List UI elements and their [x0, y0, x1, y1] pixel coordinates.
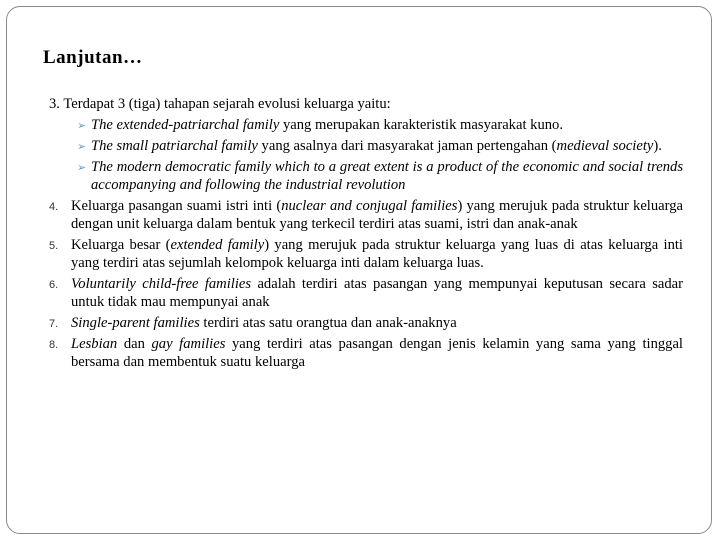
list-item-6-italic: Voluntarily child-free families	[71, 276, 252, 292]
list-number: 4.	[49, 201, 59, 213]
list-item-7-italic: Single-parent families	[71, 315, 200, 331]
sub-item-2-text-2: ).	[653, 138, 662, 154]
sub-item-2-italic-2: medieval society	[556, 138, 654, 154]
list-item-4-italic: nuclear and conjugal families	[281, 198, 458, 214]
list-item-5-italic: extended family	[170, 237, 265, 253]
arrow-bullet-icon: ➢	[77, 120, 87, 132]
list-item-6-post: adalah terdiri atas pasangan yang mempunyai keputusan secara sadar untuk tidak mau mempunyai anak	[71, 276, 683, 310]
list-item-7-post: terdiri atas satu orangtua dan anak-anaknya	[199, 315, 457, 331]
sub-item-3-italic: The modern democratic family which to a great extent is a product of the economic and social trends accompanying and following the industrial revolution	[91, 159, 683, 193]
list-item-5-pre: Keluarga besar (	[71, 237, 171, 253]
list-number: 6.	[49, 279, 59, 291]
slide-frame	[6, 6, 712, 534]
list-item-8-italic-2: gay families	[151, 336, 226, 352]
intro-item	[49, 95, 683, 113]
list-item-8-post: yang terdiri atas pasangan dengan jenis kelamin yang sama yang tinggal bersama dan membentuk suatu keluarga	[71, 336, 683, 370]
list-item-4-post: ) yang merujuk pada struktur keluarga dengan unit keluarga dalam bentuk yang terkecil terdiri atas suami, istri dan anak-anak	[71, 198, 684, 232]
intro-text: Terdapat 3 (tiga) tahapan sejarah evolusi keluarga yaitu:	[63, 96, 391, 112]
list-item-6	[49, 275, 683, 311]
list-item-5	[49, 236, 683, 272]
list-item-8-mid: dan	[117, 336, 152, 352]
sub-item-3	[49, 158, 683, 194]
list-item-8	[49, 335, 683, 371]
arrow-bullet-icon: ➢	[77, 141, 87, 153]
list-number: 8.	[49, 339, 59, 351]
sub-item-1-italic: The extended-patriarchal family	[91, 117, 280, 133]
list-item-4	[49, 197, 683, 233]
list-item-4-pre: Keluarga pasangan suami istri inti (	[71, 198, 282, 214]
sub-item-2-italic: The small patriarchal family	[91, 138, 258, 154]
sub-item-2-text: yang asalnya dari masyarakat jaman pertengahan (	[257, 138, 557, 154]
sub-item-1	[49, 116, 683, 134]
sub-item-1-text: yang merupakan karakteristik masyarakat kuno.	[279, 117, 563, 133]
slide-title: Lanjutan…	[43, 47, 143, 68]
sub-item-2	[49, 137, 683, 155]
list-item-8-italic: Lesbian	[71, 336, 118, 352]
intro-number: 3.	[49, 96, 60, 112]
list-number: 5.	[49, 240, 59, 252]
slide-content	[49, 95, 683, 371]
list-item-5-post: ) yang merujuk pada struktur keluarga yang luas di atas keluarga inti yang terdiri atas sejumlah kelompok keluarga inti dalam keluarga luas.	[71, 237, 683, 271]
list-item-7	[49, 314, 683, 332]
arrow-bullet-icon: ➢	[77, 162, 87, 174]
list-number: 7.	[49, 318, 59, 330]
